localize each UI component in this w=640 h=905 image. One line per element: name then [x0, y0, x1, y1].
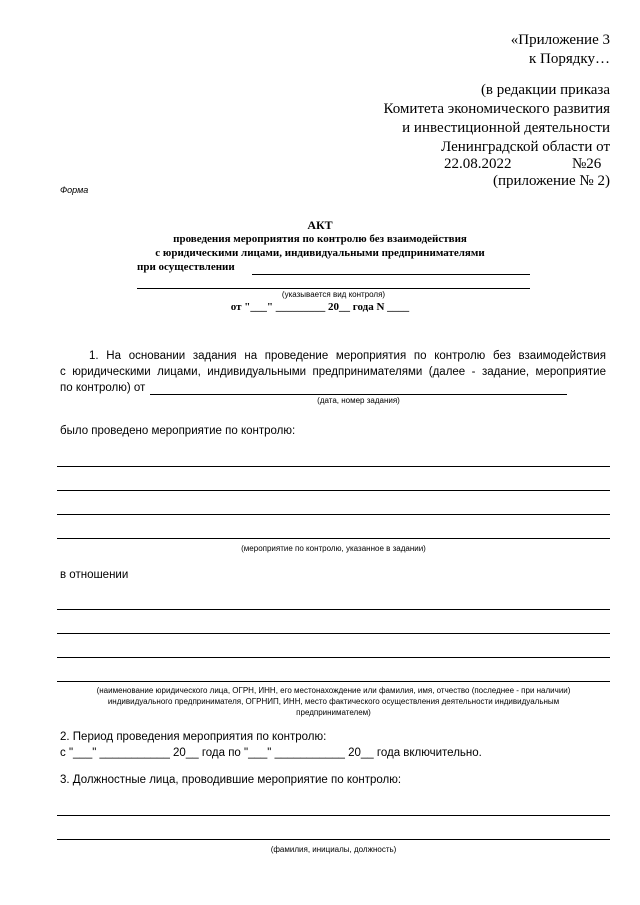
section2-line1: 2. Период проведения мероприятия по контролю:	[60, 731, 327, 743]
in-relation-label: в отношении	[60, 569, 129, 581]
control-type-line-2	[137, 288, 530, 289]
officials-line-2	[57, 839, 610, 840]
event-line-3	[57, 514, 610, 515]
section1-line2: с юридическими лицами, индивидуальными предпринимателями (далее - задание, мероприятие	[60, 366, 606, 378]
section1-line3: по контролю) от	[60, 382, 146, 394]
entity-line-1	[57, 609, 610, 610]
edition-note: (в редакции приказа	[480, 82, 610, 98]
act-title: АКТ	[307, 218, 333, 232]
task-date-field	[150, 394, 567, 395]
control-type-caption: (указывается вид контроля)	[281, 290, 386, 299]
act-subtitle-2: с юридическими лицами, индивидуальными предпринимателями	[155, 247, 485, 259]
appendix-number: «Приложение 3	[510, 32, 610, 48]
was-conducted-label: было проведено мероприятие по контролю:	[60, 425, 296, 437]
section1-line1: 1. На основании задания на проведение мероприятия по контролю без взаимодействия	[89, 350, 606, 362]
committee-line-2: и инвестиционной деятельности	[402, 120, 610, 136]
act-subtitle-3: при осуществлении	[137, 261, 235, 273]
task-date-caption: (дата, номер задания)	[317, 396, 400, 405]
appendix-order-ref: к Порядку…	[529, 51, 610, 67]
act-date-line: от "___" _________ 20__ года N ____	[230, 301, 410, 313]
order-date: 22.08.2022	[444, 156, 512, 172]
order-number: №26	[572, 156, 602, 172]
committee-line: Комитета экономического развития	[383, 101, 610, 117]
appendix-2-note: (приложение № 2)	[492, 173, 610, 189]
control-type-line-1	[252, 274, 530, 275]
event-caption: (мероприятие по контролю, указанное в задании)	[241, 544, 426, 553]
event-line-2	[57, 490, 610, 491]
section2-line2: с "___" ___________ 20__ года по "___" ___________ 20__ года включительно.	[60, 747, 482, 759]
section3-line1: 3. Должностные лица, проводившие мероприятие по контролю:	[60, 774, 402, 786]
form-label: Форма	[60, 185, 89, 195]
officials-caption: (фамилия, инициалы, должность)	[270, 845, 397, 854]
act-subtitle-1: проведения мероприятия по контролю без взаимодействия	[173, 233, 467, 245]
entity-line-3	[57, 657, 610, 658]
event-line-1	[57, 466, 610, 467]
entity-caption-3: предпринимателем)	[296, 708, 371, 717]
entity-caption-1: (наименование юридического лица, ОГРН, ИНН, его местонахождение или фамилия, имя, отчество (последнее - при наличии)	[96, 686, 571, 695]
entity-line-4	[57, 681, 610, 682]
entity-line-2	[57, 633, 610, 634]
event-line-4	[57, 538, 610, 539]
entity-caption-2: индивидуального предпринимателя, ОГРНИП, ИНН, место фактического осуществления деятельности индивидуальным	[107, 697, 560, 706]
region-line: Ленинградской области от	[441, 139, 610, 155]
officials-line-1	[57, 815, 610, 816]
